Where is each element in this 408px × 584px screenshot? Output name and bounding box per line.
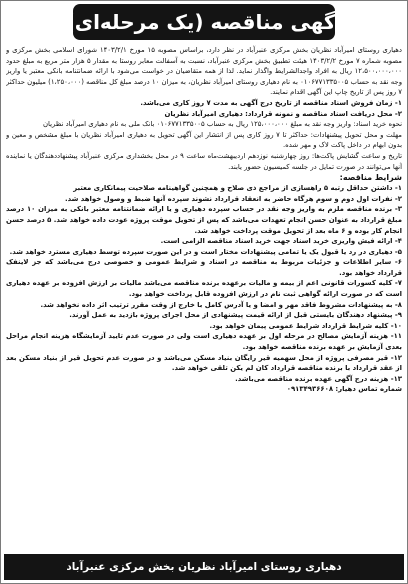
condition-item: ۹- پیشنهاد دهندگان بایستی قبل از ارائه قیمت پیشنهادی از محل اجرای پروژه بازدید به عمل آورند. [69,311,402,320]
condition-item: ۴- ارائه فیش واریزی خرید اسناد جهت خرید اسناد مناقصه الزامی است. [160,237,402,246]
condition-item: ۷- کلیه کسورات قانونی اعم از بیمه و مالیات برعهده برنده مناقصه می‌باشد مالیات بر ارزش افزوده بر عهده دهیاری است که در صورت ارائه گواهی ثبت نام در ارزش افزوده قابل پرداخت خواهد بود. [6,279,402,299]
intro-paragraph: دهیاری روستای امیرآباد نظریان بخش مرکزی عنبرآباد در نظر دارد، براساس مصوبه ۱۵ مورخ ۱۴۰۳/۲/۱ شورای اسلامی بخش مرکزی و مصوبه شماره ۷ مورخ ۱۴۰۳/۲/۲ هیئت تطبیق بخش مرکزی عنبرآباد، نسبت به آسفالت معابر روستا به مقدار ۵ هزار متر مربع به مبلغ حدود ۱۲،۵۰۰،۰۰۰،۰۰۰ ریال به افراد واجدالشرایط واگذار نماید. لذا از همه متقاضیان در خواست می‌شود با ارائه ضمانتنامه بانکی معتبر یا واریز وجه نقد به حساب ۰۱۰۶۷۷۱۳۳۵۰۰۵ به نام دهیاری روستای امیرآباد نظریان، به میزان ۱۰ درصد مبلغ کل مناقصه (۱،۲۵۰،۰۰۰) میلیون حداکثر ۷ روز پس از تاریخ چاپ این آگهی اقدام نمایند. [6,46,402,97]
envelope-opening: تاریخ و ساعت گشایش پاکت‌ها: روز چهارشنبه نوزدهم اردیبهشت‌ماه ساعت ۹ در محل بخشداری مرکزی عنبرآباد پیشنهاددهندگان یا نماینده آنها می‌توانند در صورت تمایل در جلسه کمیسیون حضور یابند. [6,151,402,171]
condition-item: ۱۰- کلیه شرایط قرارداد شرایط عمومی پیمان خواهد بود. [209,321,402,330]
payment-method: نحوه خرید اسناد: واریز وجه نقد به مبلغ ۱۲۵،۰۰۰،۰۰۰ ریال به حساب ۰۱۰۶۷۷۱۳۳۵۰۰۵ بانک ملی به نام دهیاری امیرآباد نظریان [42,120,402,129]
condition-item: ۲- نفرات اول دوم و سوم هرگاه حاضر به انعقاد قرارداد نشوند سپرده آنها ضبط و وصول خواهد شد. [65,194,402,203]
conditions-title: شرایط مناقصه: [339,173,402,183]
notice-title: آگهی مناقصه (یک مرحله‌ای) [65,10,343,34]
condition-item: ۵- دهیاری در رد یا قبول یک یا تمامی پیشنهادات مختار است و در این صورت سپرده توسط دهیاری مسترد خواهد شد. [9,247,402,256]
notice-body [6,45,402,549]
footer-banner [4,554,404,580]
issuer-name: دهیاری روستای امیرآباد نظریان بخش مرکزی عنبرآباد [66,561,342,573]
condition-item: ۱۲- قیر مصرفی پروژه از محل سهمیه قیر رایگان بنیاد مسکن می‌باشد و در صورت عدم تحویل قیر از بنیاد مسکن بعد از عقد قرارداد با برنده مناقصه قرارداد کان لم یکن تلقی خواهد شد. [6,353,402,373]
condition-item: ۱۱- هزینه آزمایش مصالح در مرحله اول بر عهده دهیاری است ولی در صورت عدم تایید آزمایشگاه هزینه انجام مراحل بعدی آزمایش بر عهده برنده مناقصه خواهد بود. [6,332,402,352]
conditions-list [6,183,402,395]
item-document-location: ۲- محل دریافت اسناد مناقصه و نمونه قرارداد: دهیاری امیرآباد نظریان [164,109,402,118]
contact-phone: شماره تماس دهیار: ۰۹۱۳۴۹۳۶۶۰۸ [286,385,402,394]
item-sale-time: ۱- زمان فروش اسناد مناقصه از تاریخ درج آگهی به مدت ۷ روز کاری می‌باشد. [140,98,402,107]
condition-item: ۱- داشتن حداقل رتبه ۵ راهسازی از مراجع ذی صلاح و همچنین گواهینامه صلاحیت پیمانکاری معتبر [73,184,402,193]
title-banner [65,4,343,40]
submission-deadline: مهلت و محل تحویل پیشنهادات: حداکثر تا ۷ روز کاری پس از انتشار این آگهی تحویل به دهیاری امیرآباد نظریان با مبلغ مشخص و معین و بدون ابهام در داخل پاکت لاک و مهر شده. [6,130,402,150]
condition-item: ۸- به پیشنهادات مشروط فاقد مهر و امضا و یا آدرس کامل با خارج از وقت مقرر ترتیب اثر داده نخواهد شد. [40,300,402,309]
condition-item: ۶- سایر اطلاعات و جزئیات مربوط به مناقصه در اسناد و شرایط عمومی و خصوصی درج می‌باشد که جز لاینفک قرارداد خواهد بود. [6,258,402,277]
condition-item: ۱۳- هزینه درج آگهی عهده برنده مناقصه می‌باشد. [235,374,402,383]
condition-item: ۳- برنده مناقصه ملزم به واریز وجه نقد در حساب سپرده دهیاری و یا ارائه ضمانتنامه معتبر بانکی به میزان ۱۰ درصد مبلغ قرارداد به عنوان حسن انجام تعهدات می‌باشد که پس از تحویل موقت پروژه عودت داده خواهد شد. ۵ درصد حسن انجام کار بوده و ۶ ماه بعد از تحویل موقت پرداخت خواهد شد. [6,205,402,235]
